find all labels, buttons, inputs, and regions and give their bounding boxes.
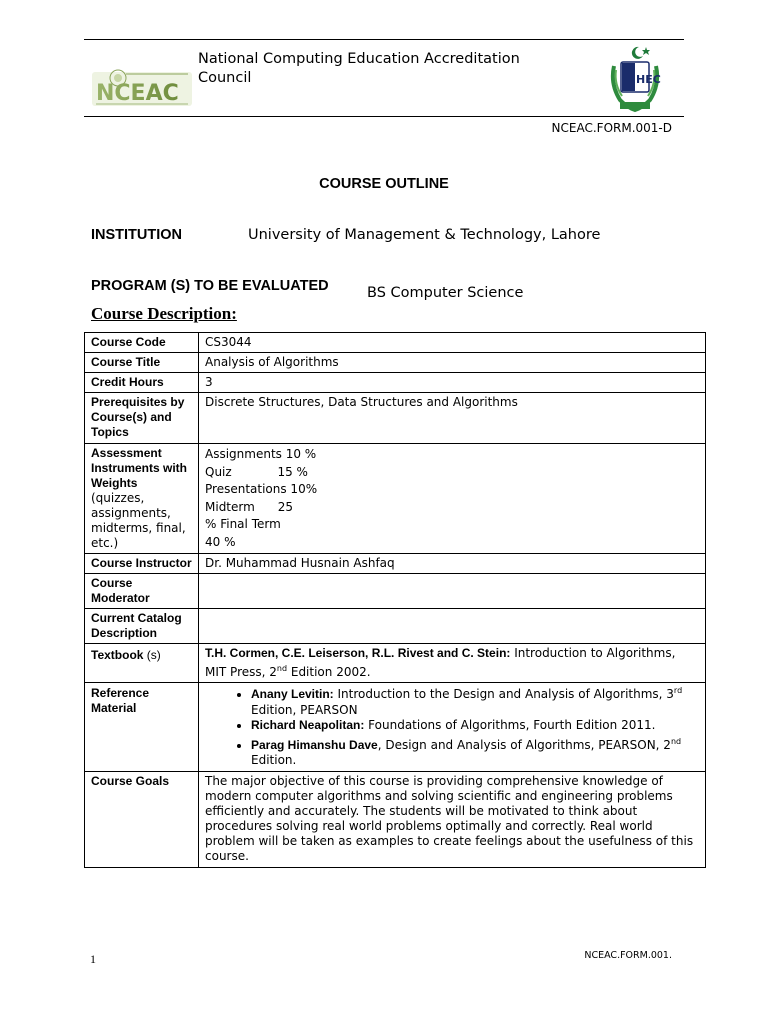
moderator-label: Course Moderator: [91, 576, 150, 605]
table-row-textbook: [85, 644, 706, 683]
table-row-assessment: [85, 444, 706, 554]
moderator-value: [199, 574, 706, 609]
assessment-line: % Final Term: [205, 517, 281, 531]
assessment-label: Assessment Instruments with Weights: [91, 446, 188, 490]
table-row-moderator: [85, 574, 706, 609]
page-number: 1: [90, 952, 96, 966]
document-title: COURSE OUTLINE: [319, 176, 449, 192]
section-title: Course Description:: [91, 304, 237, 323]
table-row-instructor: [85, 554, 706, 574]
instructor-label: Course Instructor: [91, 556, 192, 570]
prerequisites-label: Prerequisites by Course(s) and Topics: [91, 395, 185, 439]
credit-hours-value: 3: [199, 373, 706, 393]
list-item: • Richard Neapolitan: Foundations of Algorithms, Fourth Edition 2011.: [251, 718, 699, 734]
assessment-line: Midterm 25: [205, 499, 293, 514]
table-row-goals: [85, 771, 706, 867]
list-item: • Parag Himanshu Dave, Design and Analysis of Algorithms, PEARSON, 2nd Edition.: [251, 734, 699, 769]
reference-list: [205, 683, 699, 769]
program-label: PROGRAM (S) TO BE EVALUATED: [91, 278, 329, 294]
course-outline-table: [84, 332, 706, 868]
course-title-label: Course Title: [91, 355, 161, 369]
table-row-prerequisites: [85, 393, 706, 444]
form-id-top: NCEAC.FORM.001-D: [551, 121, 672, 135]
credit-hours-label: Credit Hours: [91, 375, 164, 389]
assessment-line: Presentations 10%: [205, 482, 318, 496]
textbook-details-end: Edition 2002.: [287, 665, 371, 679]
hec-emblem-logo: [606, 44, 664, 114]
course-code-value: CS3044: [199, 333, 706, 353]
assessment-line: Assignments 10 %: [205, 447, 317, 461]
goals-label: Course Goals: [91, 773, 170, 788]
assessment-weights: [199, 444, 706, 554]
header-bottom-rule: [84, 116, 684, 117]
course-code-label: Course Code: [91, 335, 166, 349]
institution-label: INSTITUTION: [91, 227, 183, 243]
table-row-credit-hours: [85, 373, 706, 393]
assessment-line: Quiz 15 %: [205, 464, 308, 479]
textbook-label-suffix: (s): [143, 648, 161, 662]
organization-name: National Computing Education Accreditation Council: [198, 51, 520, 86]
nceac-logo: [92, 66, 192, 110]
assessment-label-detail: (quizzes, assignments, midterms, final, etc.): [91, 491, 186, 550]
catalog-label: Current Catalog Description: [91, 611, 182, 640]
instructor-value: Dr. Muhammad Husnain Ashfaq: [199, 554, 706, 574]
goals-value: The major objective of this course is providing comprehensive knowledge of modern computer algorithms and solving scientific and engineering problems efficiently and accurately. The students will be motivated to think about procedures solving real world problems optimally and correctly. Real world problem will be taken as examples to create feelings about the usefulness of this course.: [199, 771, 706, 867]
svg-text:NCEAC: NCEAC: [96, 81, 179, 106]
textbook-authors: T.H. Cormen, C.E. Leiserson, R.L. Rivest and C. Stein:: [205, 646, 511, 660]
header-top-rule: [84, 39, 684, 40]
textbook-label: Textbook: [91, 648, 144, 662]
table-row-course-title: [85, 353, 706, 373]
svg-text:HEC: HEC: [636, 73, 661, 86]
table-row-reference: [85, 683, 706, 772]
form-id-bottom: NCEAC.FORM.001.: [584, 950, 672, 961]
textbook-details: Introduction to Algorithms, MIT Press, 2: [205, 646, 676, 679]
catalog-value: [199, 609, 706, 644]
assessment-line: 40 %: [205, 534, 236, 549]
table-row-catalog: [85, 609, 706, 644]
table-row-course-code: [85, 333, 706, 353]
institution-value: University of Management & Technology, Lahore: [248, 227, 601, 243]
list-item: • Anany Levitin: Introduction to the Design and Analysis of Algorithms, 3rd Edition, PEARSON: [251, 683, 699, 718]
prerequisites-value: Discrete Structures, Data Structures and Algorithms: [199, 393, 706, 444]
program-value: BS Computer Science: [367, 285, 524, 301]
textbook-value: [199, 644, 706, 683]
course-title-value: Analysis of Algorithms: [199, 353, 706, 373]
reference-label: Reference Material: [91, 686, 150, 715]
textbook-edition-sup: nd: [276, 664, 288, 673]
